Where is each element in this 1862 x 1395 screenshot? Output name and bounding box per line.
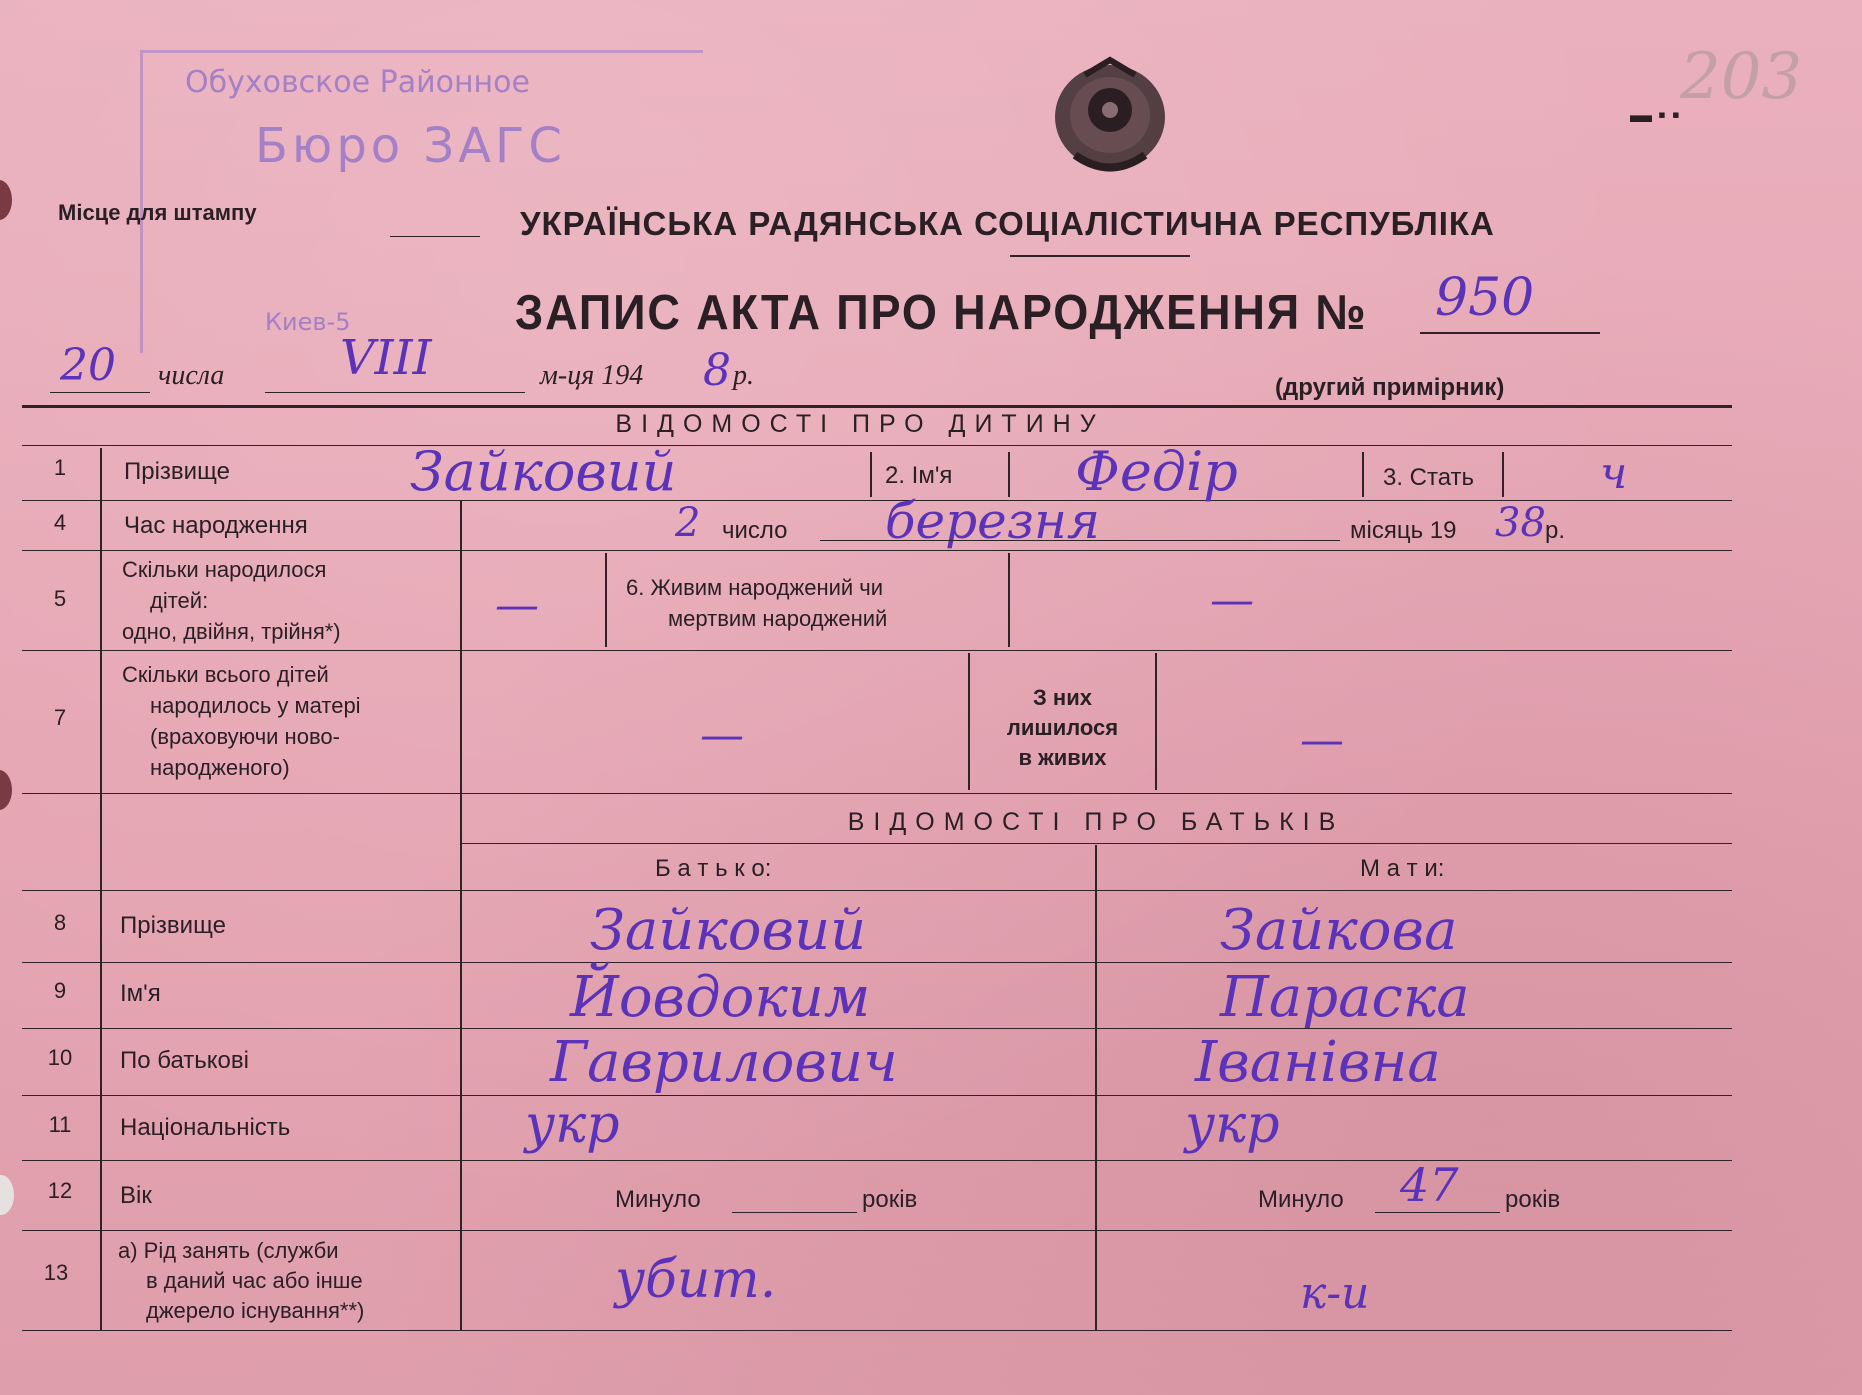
republic-underline [1010, 255, 1190, 257]
top-border [22, 405, 1732, 408]
stamp-line-3: Киев-5 [265, 308, 351, 336]
row-11-label: Національність [120, 1114, 291, 1141]
birth-month: березня [885, 492, 1101, 550]
record-number: 950 [1435, 268, 1535, 328]
line-after-parents-title [460, 843, 1732, 844]
coat-of-arms-emblem [1045, 55, 1175, 185]
line-after-row4 [22, 550, 1732, 551]
row-10-number: 10 [47, 1045, 73, 1070]
birth-month-line [820, 540, 1340, 541]
date-month-line [265, 392, 525, 393]
line-after-row9 [22, 1028, 1732, 1029]
date-month: VIII [340, 330, 432, 386]
parents-section-title: ВІДОМОСТІ ПРО БАТЬКІВ [847, 808, 1345, 836]
mother-age-line [1375, 1212, 1500, 1213]
father-surname: Зайковий [590, 898, 867, 963]
row-5-label-2: дітей: [150, 588, 209, 613]
record-number-line [1420, 332, 1600, 334]
row-8-number: 8 [53, 910, 67, 935]
mother-header: М а т и: [1360, 855, 1445, 882]
corner-dots: ▬ ▪ ▪ [1630, 102, 1680, 127]
stamp-line-2: Бюро ЗАГС [255, 118, 566, 174]
binding-hole-top [0, 180, 12, 220]
row-7-number: 7 [53, 705, 67, 730]
child-name: Федір [1075, 440, 1238, 503]
birth-day: 2 [675, 500, 701, 546]
stamp-line-rule [390, 236, 480, 237]
row5-col-divider-b [1008, 553, 1010, 647]
father-header: Б а т ь к о: [655, 855, 772, 882]
father-nationality: укр [525, 1095, 620, 1155]
mother-age-suffix: років [1505, 1186, 1561, 1213]
row-4-number: 4 [53, 510, 67, 535]
row-2-label: 2. Ім'я [885, 462, 953, 489]
row-13-label-1: а) Рід занять (служби [118, 1238, 339, 1263]
row-11-number: 11 [48, 1112, 72, 1137]
birth-month-label: місяць 19 [1350, 517, 1457, 544]
line-after-row7 [22, 793, 1732, 794]
row-9-number: 9 [53, 978, 67, 1003]
row1-col-divider-a [870, 452, 872, 497]
mother-age-prefix: Минуло [1258, 1186, 1344, 1213]
line-after-row11 [22, 1160, 1732, 1161]
date-year-digit: 8 [703, 345, 731, 396]
bottom-border [22, 1330, 1732, 1331]
row-6-label-2: мертвим народжений [668, 606, 888, 631]
row-7-label-2: народилось у матері [150, 693, 361, 718]
row-13-number: 13 [43, 1260, 69, 1285]
mother-nationality: укр [1185, 1095, 1280, 1155]
row1-col-divider-b [1008, 452, 1010, 497]
live-birth-value: — [1210, 575, 1254, 626]
row-13-label-2: в даний час або інше [146, 1268, 363, 1293]
row-5-number: 5 [53, 586, 67, 611]
date-day-line [50, 392, 150, 393]
copy-label: (другий примірник) [1275, 374, 1505, 401]
row-3-label: 3. Стать [1383, 464, 1475, 491]
binding-hole-bottom [0, 1175, 14, 1215]
date-day-label: числа [158, 360, 225, 391]
father-occupation: убит. [615, 1250, 777, 1310]
row-7-label-1: Скільки всього дітей [122, 662, 329, 687]
label-column-divider [460, 500, 462, 1330]
birth-year: 38 [1495, 500, 1546, 546]
row-8-label: Прізвище [120, 912, 226, 939]
mother-occupation: к-и [1300, 1268, 1370, 1319]
row-9-label: Ім'я [120, 980, 161, 1007]
row-1-number: 1 [53, 455, 67, 480]
line-after-parent-headers [22, 890, 1732, 891]
num-column-divider [100, 448, 102, 1330]
row-7-sub-label-1: З них [1033, 685, 1092, 710]
row1-col-divider-c [1362, 452, 1364, 497]
line-after-row12 [22, 1230, 1732, 1231]
stamp-place-label: Місце для штампу [58, 200, 257, 225]
father-age-suffix: років [862, 1186, 918, 1213]
row-12-number: 12 [47, 1178, 73, 1203]
mother-patronymic: Іванівна [1195, 1030, 1441, 1095]
birth-year-suffix: р. [1545, 517, 1566, 544]
line-after-row5 [22, 650, 1732, 651]
father-name: Йовдоким [570, 965, 871, 1030]
mother-surname: Зайкова [1220, 898, 1458, 963]
row-7-label-3: (враховуючи ново- [150, 724, 340, 749]
row-5-label-3: одно, двійня, трійня*) [122, 619, 341, 644]
row-13-label-3: джерело існування**) [146, 1298, 365, 1323]
row-7-label-4: народженого) [150, 755, 290, 780]
surviving-children-value: — [1300, 715, 1344, 766]
births-count-value: — [495, 580, 539, 631]
child-sex: ч [1600, 448, 1628, 499]
father-patronymic: Гаврилович [550, 1030, 898, 1095]
row-7-sub-label-3: в живих [1018, 745, 1107, 770]
parents-col-divider [1095, 845, 1097, 1330]
date-month-label: м-ця 194 [540, 360, 644, 391]
archive-page-number: 203 [1680, 40, 1803, 114]
row1-col-divider-d [1502, 452, 1504, 497]
row7-col-divider-b [1155, 653, 1157, 790]
line-after-row1 [22, 500, 1732, 501]
birth-day-label: число [722, 517, 788, 544]
binding-hole-middle [0, 770, 12, 810]
mother-age: 47 [1400, 1158, 1459, 1212]
row-12-label: Вік [120, 1182, 152, 1209]
row-10-label: По батькові [120, 1047, 249, 1074]
row-6-label-1: 6. Живим народжений чи [626, 575, 884, 600]
record-title: ЗАПИС АКТА ПРО НАРОДЖЕННЯ № [515, 286, 1368, 340]
row-7-sub-label-2: лишилося [1006, 715, 1119, 740]
line-after-row8 [22, 962, 1732, 963]
date-day: 20 [60, 340, 116, 391]
row-4-label: Час народження [124, 512, 308, 539]
row-1-label: Прізвище [124, 458, 230, 485]
row5-col-divider-a [605, 553, 607, 647]
child-surname: Зайковий [410, 440, 677, 503]
republic-title: УКРАЇНСЬКА РАДЯНСЬКА СОЦІАЛІСТИЧНА РЕСПУБЛІКА [520, 205, 1495, 242]
father-age-prefix: Минуло [615, 1186, 701, 1213]
total-children-value: — [700, 710, 744, 761]
row-5-label-1: Скільки народилося [122, 557, 327, 582]
line-after-child-title [22, 445, 1732, 446]
father-age-line [732, 1212, 857, 1213]
child-section-title: ВІДОМОСТІ ПРО ДИТИНУ [615, 410, 1105, 438]
line-after-row10 [22, 1095, 1732, 1096]
mother-name: Параска [1220, 965, 1470, 1030]
stamp-line-1: Обуховское Районное [185, 65, 530, 100]
date-year-suffix: р. [733, 360, 754, 391]
